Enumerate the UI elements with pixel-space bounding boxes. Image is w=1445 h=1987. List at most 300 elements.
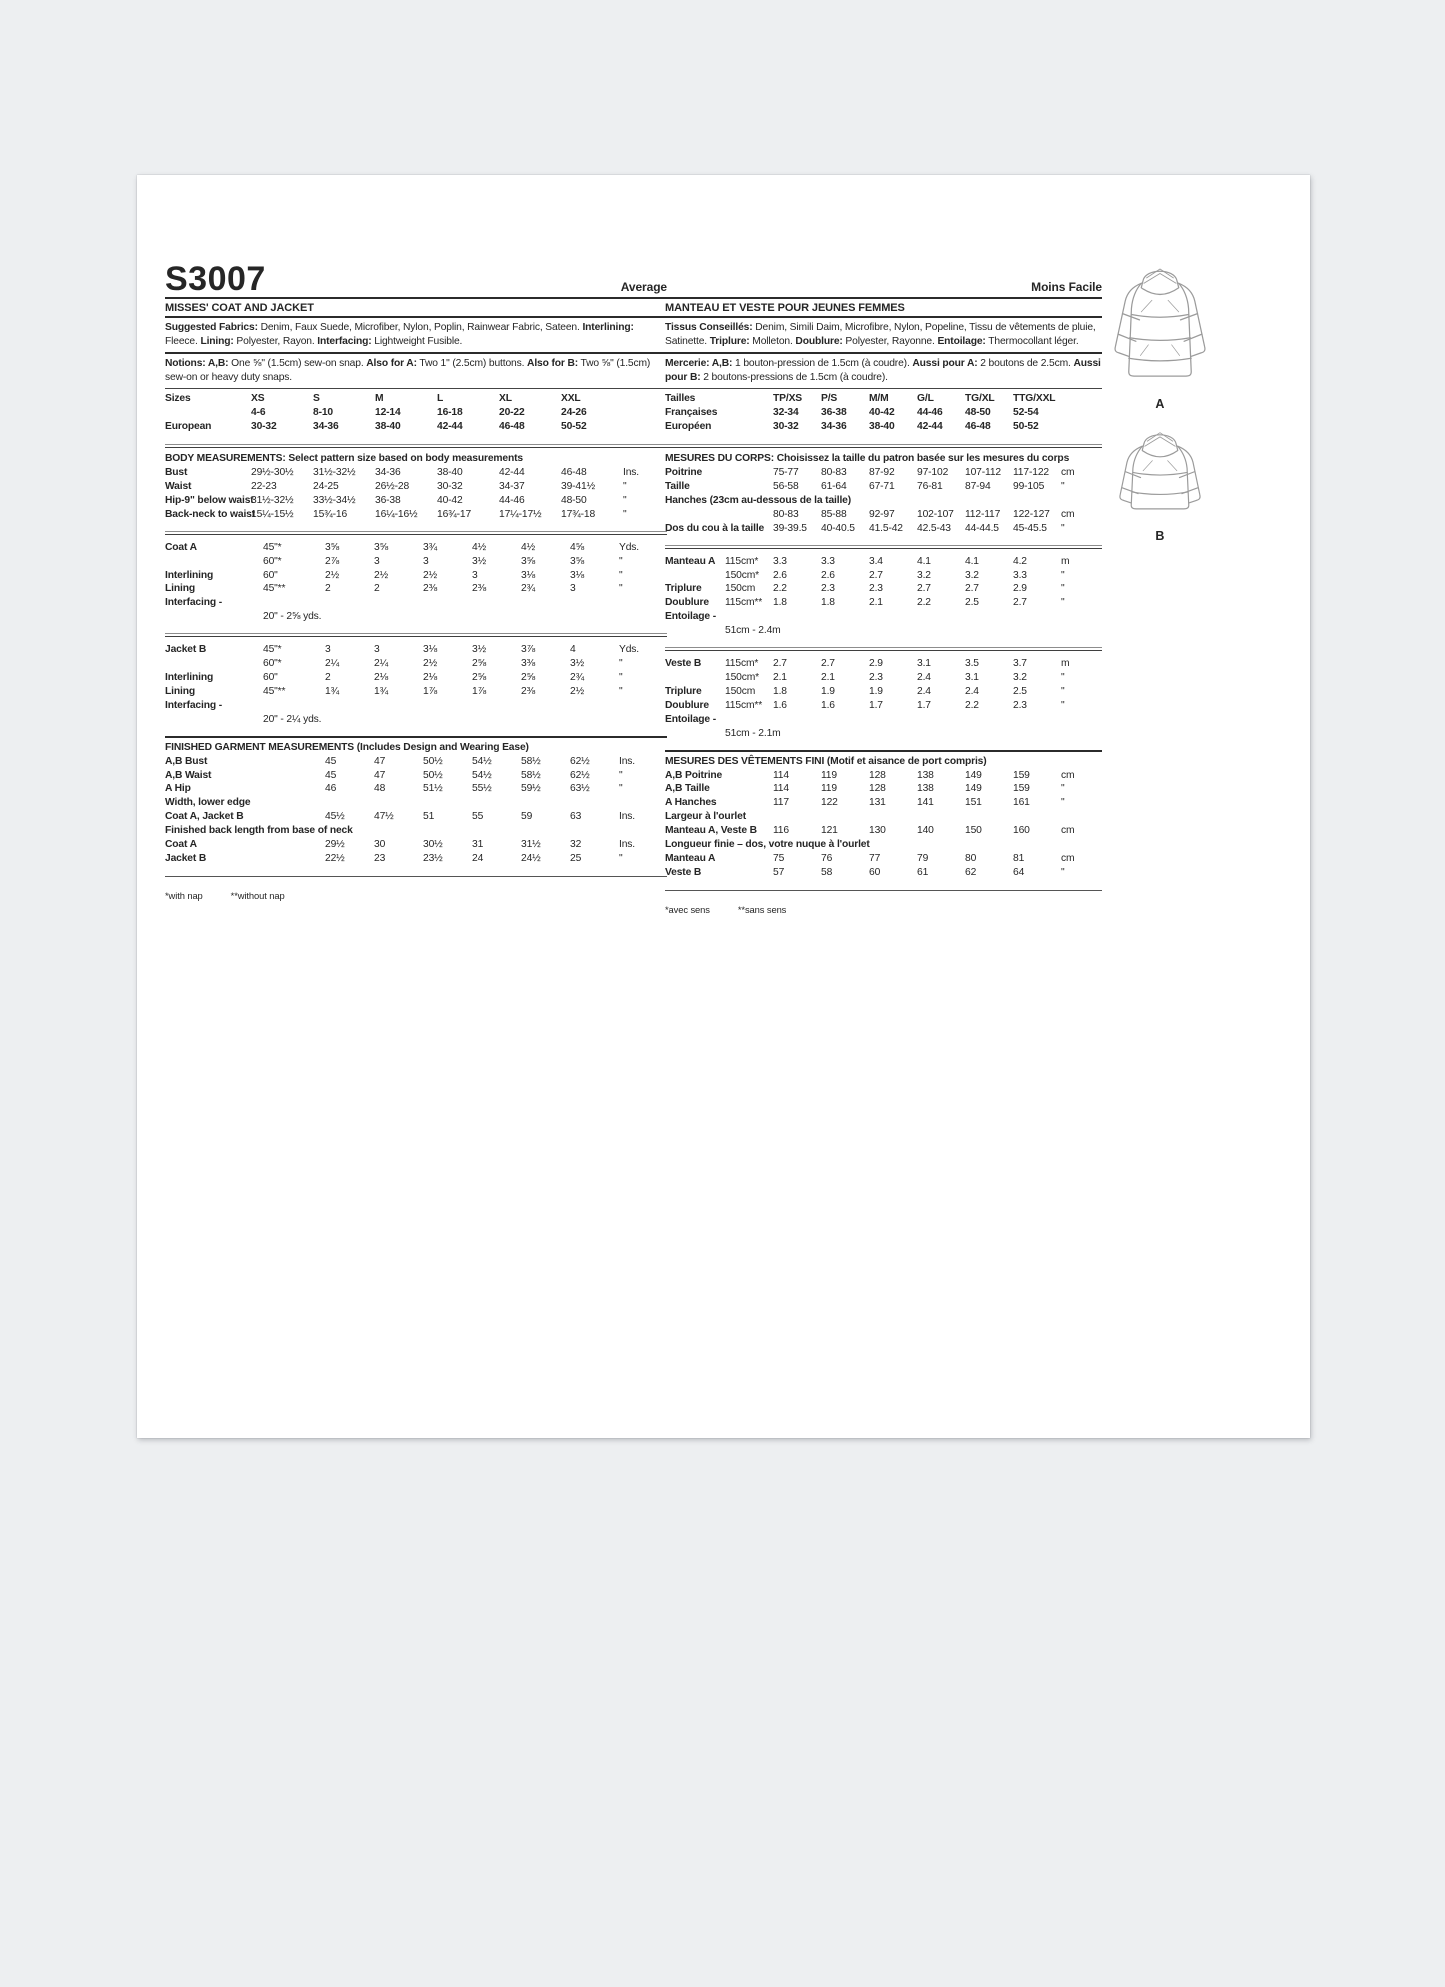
table-cell: 12-14 bbox=[375, 407, 401, 419]
table-cell bbox=[665, 671, 725, 685]
table-cell: 50½ bbox=[423, 769, 443, 781]
table-cell: Doublure bbox=[665, 699, 709, 711]
table-row bbox=[165, 555, 667, 569]
divider bbox=[665, 647, 1102, 651]
table-cell: Lining bbox=[165, 583, 195, 595]
table-cell: 3.3 bbox=[1013, 569, 1027, 581]
table-cell: " bbox=[1061, 522, 1065, 534]
table-cell: 3 bbox=[325, 644, 331, 656]
table-cell: 4.2 bbox=[1013, 555, 1027, 567]
table-cell: 54½ bbox=[472, 769, 492, 781]
pattern-envelope-back-sheet bbox=[137, 175, 1310, 1438]
nap-footnote-with: *with nap bbox=[165, 889, 203, 901]
table-cell bbox=[725, 713, 773, 727]
table-cell: 42-44 bbox=[917, 421, 943, 433]
manteau-a-metrage-table bbox=[665, 554, 1102, 647]
table-cell: 1.7 bbox=[917, 699, 931, 711]
veste-b-metrage-table bbox=[665, 656, 1102, 749]
table-cell: 2.7 bbox=[821, 658, 835, 670]
table-cell: 2⅜ bbox=[521, 685, 536, 697]
table-cell: 3.2 bbox=[917, 569, 931, 581]
table-cell: 2½ bbox=[374, 569, 389, 581]
table-row bbox=[165, 824, 667, 838]
table-cell: " bbox=[619, 658, 623, 670]
table-cell: cm bbox=[1061, 769, 1075, 781]
table-row bbox=[665, 699, 1102, 713]
table-cell: Tailles bbox=[665, 393, 696, 405]
table-cell: 117-122 bbox=[1013, 467, 1049, 479]
table-cell: Coat A, Jacket B bbox=[165, 811, 244, 823]
table-cell bbox=[623, 392, 667, 406]
table-cell: 140 bbox=[917, 825, 934, 837]
table-cell: m bbox=[1061, 658, 1070, 670]
table-cell: XXL bbox=[561, 393, 581, 405]
table-cell: 58½ bbox=[521, 755, 541, 767]
sizes-table bbox=[165, 389, 667, 444]
table-cell: 128 bbox=[869, 783, 886, 795]
table-cell: 150cm* bbox=[725, 569, 760, 581]
suggested-fabrics-text: Suggested Fabrics: Denim, Faux Suede, Microfiber, Nylon, Poplin, Rainwear Fabric, Sateen. Interlining: Fleece. Lining: Polyester, Rayon. Interfacing: Lightweight Fusible. bbox=[165, 318, 667, 354]
table-cell: 3.2 bbox=[965, 569, 979, 581]
table-cell: TP/XS bbox=[773, 393, 803, 405]
table-cell: 3.5 bbox=[965, 658, 979, 670]
table-cell: 76-81 bbox=[917, 481, 943, 492]
table-cell: " bbox=[1061, 671, 1065, 683]
table-cell: 2.5 bbox=[1013, 685, 1027, 697]
table-cell: Interlining bbox=[165, 671, 214, 683]
table-cell: XL bbox=[499, 393, 512, 405]
table-cell: Manteau A bbox=[665, 852, 716, 864]
table-row bbox=[165, 406, 667, 420]
table-cell: Interfacing - bbox=[165, 699, 222, 711]
table-cell: A,B Taille bbox=[665, 783, 710, 795]
table-cell: 149 bbox=[965, 769, 982, 781]
table-cell: 55 bbox=[472, 811, 484, 823]
table-cell: Doublure bbox=[665, 597, 709, 609]
mesures-du-corps-table bbox=[665, 466, 1102, 545]
table-cell: 15¼-15½ bbox=[251, 508, 294, 520]
sens-footnote bbox=[665, 904, 1102, 915]
table-row bbox=[165, 569, 667, 583]
table-cell: 115cm** bbox=[725, 597, 763, 609]
table-cell: 2 bbox=[325, 671, 331, 683]
table-cell: cm bbox=[1061, 852, 1075, 864]
table-cell: Jacket B bbox=[165, 644, 207, 656]
table-cell: 2½ bbox=[570, 685, 585, 697]
table-cell: 50½ bbox=[423, 755, 443, 767]
finished-measurements-heading: FINISHED GARMENT MEASUREMENTS (Includes Design and Wearing Ease) bbox=[165, 741, 529, 753]
table-cell: 114 bbox=[773, 769, 789, 781]
view-b-label: B bbox=[1155, 529, 1165, 543]
finished-measurements-table bbox=[165, 755, 667, 875]
table-cell: 38-40 bbox=[869, 421, 895, 433]
table-cell: 4.1 bbox=[917, 555, 931, 567]
table-row bbox=[665, 582, 1102, 596]
table-cell: 151 bbox=[965, 797, 982, 809]
table-cell: TG/XL bbox=[965, 393, 995, 405]
table-cell: 20-22 bbox=[499, 407, 525, 419]
table-cell: " bbox=[1061, 597, 1065, 609]
table-cell: 150 bbox=[965, 825, 982, 837]
table-cell: 160 bbox=[1013, 825, 1030, 837]
table-cell: Hanches (23cm au-dessous de la taille) bbox=[665, 494, 852, 506]
table-cell: 56-58 bbox=[773, 481, 799, 492]
table-cell: 3⅝ bbox=[521, 555, 536, 567]
table-cell: 2.9 bbox=[869, 658, 883, 670]
jacket-b-yardage-table bbox=[165, 642, 667, 735]
table-cell: " bbox=[1061, 481, 1065, 492]
divider bbox=[665, 750, 1102, 752]
table-cell: 36-38 bbox=[821, 407, 847, 419]
table-cell: 3 bbox=[374, 555, 380, 567]
table-cell: 59½ bbox=[521, 783, 541, 795]
table-cell: 3½ bbox=[570, 658, 585, 670]
table-row bbox=[665, 406, 1102, 420]
english-column bbox=[165, 261, 667, 901]
nap-footnote bbox=[165, 890, 667, 901]
table-cell: 45"** bbox=[263, 685, 286, 697]
table-cell: Yds. bbox=[619, 541, 640, 553]
table-cell: 24-26 bbox=[561, 407, 587, 419]
table-cell: Bust bbox=[165, 467, 188, 479]
table-cell: 2.4 bbox=[965, 685, 979, 697]
table-row bbox=[165, 838, 667, 852]
table-cell: M/M bbox=[869, 393, 889, 405]
table-cell: 2¾ bbox=[570, 671, 585, 683]
table-cell: 102-107 bbox=[917, 508, 954, 520]
table-cell: 34-36 bbox=[375, 467, 401, 479]
table-cell: 16-18 bbox=[437, 407, 463, 419]
table-cell: 20" - 2⅝ yds. bbox=[263, 611, 322, 623]
nap-footnote-without: **without nap bbox=[230, 889, 285, 901]
table-row bbox=[665, 494, 1102, 508]
table-cell: 45 bbox=[325, 755, 337, 767]
table-row bbox=[165, 420, 667, 434]
table-cell: 3⅜ bbox=[521, 658, 536, 670]
table-cell: 4 bbox=[570, 644, 576, 656]
table-cell: 48 bbox=[374, 783, 386, 795]
table-cell: 2.7 bbox=[869, 569, 883, 581]
table-cell: 26½-28 bbox=[375, 481, 410, 492]
body-measurements-heading: BODY MEASUREMENTS: Select pattern size based on body measurements bbox=[165, 453, 523, 465]
table-cell: " bbox=[619, 852, 623, 864]
table-cell: 60 bbox=[869, 866, 881, 878]
table-cell: 97-102 bbox=[917, 467, 949, 479]
table-cell: European bbox=[165, 421, 212, 433]
table-cell: 2⅝ bbox=[472, 658, 487, 670]
table-cell: 3 bbox=[472, 569, 478, 581]
table-cell: 2.2 bbox=[965, 699, 979, 711]
table-cell: Interfacing - bbox=[165, 597, 222, 609]
table-cell: Européen bbox=[665, 421, 712, 433]
product-title-fr: MANTEAU ET VESTE POUR JEUNES FEMMES bbox=[665, 299, 1102, 318]
table-cell: 60" bbox=[263, 671, 278, 683]
table-cell: 2.3 bbox=[1013, 699, 1027, 711]
table-row bbox=[665, 713, 1102, 741]
jacket-a-illustration bbox=[1102, 259, 1218, 395]
table-cell: 24½ bbox=[521, 852, 541, 864]
table-row bbox=[665, 420, 1102, 434]
table-cell: 42-44 bbox=[437, 421, 463, 433]
table-cell: 2⅛ bbox=[374, 671, 389, 683]
table-cell: Ins. bbox=[623, 467, 639, 479]
table-cell: 150cm bbox=[725, 685, 756, 697]
table-cell: Finished back length from base of neck bbox=[165, 825, 353, 837]
table-cell: 45-45.5 bbox=[1013, 522, 1047, 534]
table-cell: Interlining bbox=[165, 569, 214, 581]
table-cell: TTG/XXL bbox=[1013, 393, 1056, 405]
table-cell: 3 bbox=[423, 555, 429, 567]
table-cell: 2.2 bbox=[773, 583, 787, 595]
table-cell: Waist bbox=[165, 481, 192, 492]
table-cell: 4½ bbox=[521, 541, 536, 553]
table-cell: " bbox=[623, 508, 627, 520]
table-cell: 58½ bbox=[521, 769, 541, 781]
table-cell: 117 bbox=[773, 797, 789, 809]
table-cell: 47 bbox=[374, 769, 386, 781]
table-cell: 3.2 bbox=[1013, 671, 1027, 683]
table-cell: 36-38 bbox=[375, 494, 401, 506]
table-cell: 2⅜ bbox=[472, 583, 487, 595]
table-cell: 51cm - 2.1m bbox=[725, 727, 781, 739]
table-cell: 2⅛ bbox=[423, 671, 438, 683]
table-cell: 45"* bbox=[263, 541, 282, 553]
table-cell: 2 bbox=[325, 583, 331, 595]
table-cell: 119 bbox=[821, 769, 837, 781]
table-cell: 51½ bbox=[423, 783, 443, 795]
table-cell: 34-37 bbox=[499, 481, 525, 492]
table-cell: " bbox=[1061, 783, 1065, 795]
view-a-label: A bbox=[1155, 397, 1165, 411]
table-row bbox=[165, 769, 667, 783]
product-title-en: MISSES' COAT AND JACKET bbox=[165, 299, 667, 318]
table-cell: 40-42 bbox=[869, 407, 895, 419]
table-cell: 46-48 bbox=[561, 467, 587, 479]
table-cell: 50-52 bbox=[1013, 421, 1039, 433]
table-cell: 22-23 bbox=[251, 481, 277, 492]
table-cell: 3.3 bbox=[821, 555, 835, 567]
table-cell: 3 bbox=[570, 583, 576, 595]
table-cell bbox=[725, 610, 773, 624]
table-row bbox=[665, 852, 1102, 866]
table-cell: 76 bbox=[821, 852, 833, 864]
table-cell: Largeur à l'ourlet bbox=[665, 811, 746, 823]
table-cell: 30-32 bbox=[773, 421, 799, 433]
table-cell: Width, lower edge bbox=[165, 797, 251, 809]
masthead-fr bbox=[665, 261, 1102, 299]
table-row bbox=[665, 769, 1102, 783]
table-cell bbox=[665, 569, 725, 583]
table-cell: 24-25 bbox=[313, 481, 339, 492]
table-row bbox=[665, 657, 1102, 671]
table-row bbox=[665, 685, 1102, 699]
table-cell: 80-83 bbox=[821, 467, 847, 479]
table-cell: 3⅛ bbox=[423, 644, 438, 656]
table-cell: 114 bbox=[773, 783, 789, 795]
divider bbox=[665, 444, 1102, 448]
table-cell: 24 bbox=[472, 852, 484, 864]
table-cell: 75 bbox=[773, 852, 785, 864]
table-row bbox=[665, 555, 1102, 569]
table-cell: 20" - 2¼ yds. bbox=[263, 713, 322, 725]
table-cell: 112-117 bbox=[965, 508, 1001, 520]
divider bbox=[165, 876, 667, 877]
table-cell: 64 bbox=[1013, 866, 1025, 878]
table-cell: 45"* bbox=[263, 644, 282, 656]
table-row bbox=[665, 522, 1102, 536]
table-cell: " bbox=[1061, 797, 1065, 809]
table-row bbox=[665, 866, 1102, 880]
table-cell: 23½ bbox=[423, 852, 443, 864]
table-cell: 62½ bbox=[570, 769, 590, 781]
table-cell: " bbox=[623, 494, 627, 506]
table-cell: 1⅞ bbox=[423, 685, 438, 697]
table-cell: 3 bbox=[374, 644, 380, 656]
table-cell: 17¼-17½ bbox=[499, 508, 542, 520]
table-cell: " bbox=[619, 555, 623, 567]
table-row bbox=[665, 782, 1102, 796]
table-cell: 2.1 bbox=[821, 671, 835, 683]
table-cell: 46-48 bbox=[499, 421, 525, 433]
table-cell: 61-64 bbox=[821, 481, 847, 492]
table-cell: 32 bbox=[570, 839, 582, 851]
table-cell: 45½ bbox=[325, 811, 345, 823]
table-cell: Triplure bbox=[665, 583, 702, 595]
table-row bbox=[665, 671, 1102, 685]
table-cell: 33½-34½ bbox=[313, 494, 356, 506]
table-cell bbox=[623, 420, 667, 434]
table-cell: 2.3 bbox=[869, 671, 883, 683]
table-cell: 1.9 bbox=[821, 685, 835, 697]
table-cell: 31½ bbox=[521, 839, 541, 851]
table-row bbox=[165, 852, 667, 866]
table-row bbox=[165, 494, 667, 508]
table-cell bbox=[1061, 406, 1102, 420]
table-cell: 99-105 bbox=[1013, 481, 1045, 492]
table-cell: 1.8 bbox=[773, 685, 787, 697]
table-cell: S bbox=[313, 393, 320, 405]
table-cell: 59 bbox=[521, 811, 533, 823]
table-cell: Coat A bbox=[165, 839, 197, 851]
table-cell: 4⅝ bbox=[570, 541, 585, 553]
table-cell: 138 bbox=[917, 783, 934, 795]
divider bbox=[165, 531, 667, 535]
table-cell: 46 bbox=[325, 783, 337, 795]
pattern-number: S3007 bbox=[165, 260, 266, 298]
table-row bbox=[665, 838, 1102, 852]
table-cell: Yds. bbox=[619, 644, 640, 656]
table-cell: 3.1 bbox=[917, 658, 931, 670]
garment-views bbox=[1100, 259, 1220, 555]
table-cell: 2⅞ bbox=[325, 555, 340, 567]
table-cell: 4.1 bbox=[965, 555, 979, 567]
table-cell: 141 bbox=[917, 797, 934, 809]
sens-footnote-avec: *avec sens bbox=[665, 903, 710, 915]
table-row bbox=[165, 755, 667, 769]
table-row bbox=[665, 480, 1102, 494]
table-cell: A,B Poitrine bbox=[665, 769, 723, 781]
table-cell: 122 bbox=[821, 797, 838, 809]
table-cell: 115cm* bbox=[725, 555, 759, 567]
table-cell: Sizes bbox=[165, 393, 191, 405]
table-cell: 52-54 bbox=[1013, 407, 1039, 419]
table-cell: Hip-9" below waist bbox=[165, 494, 254, 506]
table-cell: 3½ bbox=[472, 555, 487, 567]
table-cell: 87-92 bbox=[869, 467, 895, 479]
table-cell: 31½-32½ bbox=[251, 494, 294, 506]
table-cell: Manteau A bbox=[665, 555, 716, 567]
table-cell: Veste B bbox=[665, 658, 702, 670]
table-cell: 1.6 bbox=[773, 699, 787, 711]
table-cell: 2.1 bbox=[773, 671, 787, 683]
table-row bbox=[665, 392, 1102, 406]
table-cell: A Hip bbox=[165, 783, 191, 795]
table-cell: 1.9 bbox=[869, 685, 883, 697]
table-cell: 3⅝ bbox=[325, 541, 340, 553]
table-cell: 60"* bbox=[263, 658, 282, 670]
table-row bbox=[665, 596, 1102, 610]
table-cell: 45 bbox=[325, 769, 337, 781]
table-row bbox=[165, 392, 667, 406]
table-row bbox=[665, 796, 1102, 810]
table-cell: 115cm** bbox=[725, 699, 763, 711]
table-row bbox=[165, 480, 667, 494]
table-cell: " bbox=[619, 583, 623, 595]
table-cell: 1.6 bbox=[821, 699, 835, 711]
table-cell bbox=[1061, 392, 1102, 406]
table-cell: 80-83 bbox=[773, 508, 799, 520]
table-cell: 60" bbox=[263, 569, 278, 581]
table-cell: m bbox=[1061, 555, 1070, 567]
table-cell: 30 bbox=[374, 839, 386, 851]
french-column bbox=[665, 261, 1102, 915]
table-row bbox=[165, 782, 667, 796]
table-cell: Françaises bbox=[665, 407, 718, 419]
table-cell: 150cm* bbox=[725, 671, 760, 683]
body-measurements-table bbox=[165, 466, 667, 531]
table-row bbox=[165, 671, 667, 685]
table-cell: 3.7 bbox=[1013, 658, 1027, 670]
table-cell bbox=[665, 508, 773, 522]
table-cell: 57 bbox=[773, 866, 785, 878]
table-cell: L bbox=[437, 393, 444, 405]
table-cell: " bbox=[1061, 866, 1065, 878]
table-cell: 1¾ bbox=[374, 685, 389, 697]
table-cell: 47 bbox=[374, 755, 386, 767]
table-row bbox=[165, 541, 667, 555]
table-cell: 131 bbox=[869, 797, 886, 809]
table-cell: 22½ bbox=[325, 852, 345, 864]
table-cell: 115cm* bbox=[725, 658, 759, 670]
table-cell bbox=[165, 406, 251, 420]
table-cell: Triplure bbox=[665, 685, 702, 697]
table-cell: Entoilage - bbox=[665, 611, 716, 623]
table-cell: 1.8 bbox=[821, 597, 835, 609]
table-row bbox=[165, 796, 667, 810]
table-cell: Entoilage - bbox=[665, 713, 716, 725]
table-cell: 63½ bbox=[570, 783, 590, 795]
table-cell: 3.1 bbox=[965, 671, 979, 683]
table-cell: A,B Bust bbox=[165, 755, 208, 767]
table-cell: " bbox=[619, 671, 623, 683]
table-cell: 2½ bbox=[423, 658, 438, 670]
table-cell: 31½-32½ bbox=[313, 467, 356, 479]
table-cell: 2.4 bbox=[917, 685, 931, 697]
table-cell bbox=[1061, 420, 1102, 434]
table-row bbox=[165, 596, 667, 624]
table-cell: A Hanches bbox=[665, 797, 717, 809]
table-cell: 3⅝ bbox=[374, 541, 389, 553]
